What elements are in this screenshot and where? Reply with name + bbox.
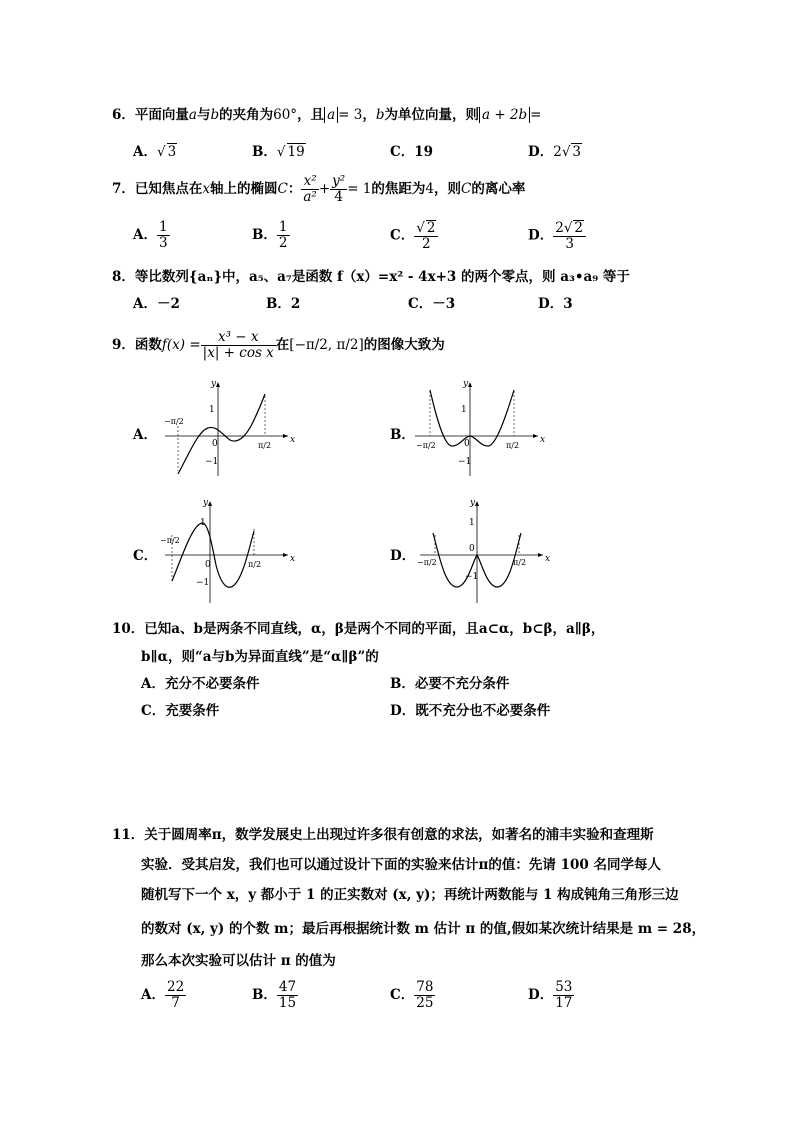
curve	[178, 394, 265, 474]
svg-text:π/2: π/2	[258, 441, 272, 450]
question-8: 8．等比数列{aₙ}中，a₅、a₇是函数 f（x）=x² - 4x+3 的两个零点，则 a₃•a₉ 等于	[112, 269, 630, 285]
svg-text:−π/2: −π/2	[416, 441, 436, 450]
svg-text:x: x	[290, 435, 295, 445]
svg-text:−π/2: −π/2	[164, 417, 184, 426]
svg-text:0: 0	[212, 439, 218, 449]
q9-number: 9．	[112, 336, 135, 353]
q11-option-a[interactable]: A． $\frac{22}{7}$	[141, 979, 185, 1011]
svg-text:x: x	[545, 554, 550, 564]
svg-text:1: 1	[209, 405, 215, 415]
q9-graph-a[interactable]	[160, 376, 295, 481]
svg-text:1: 1	[200, 518, 206, 528]
q7-option-c[interactable]: C． $\frac{√ 2}{2}$	[390, 220, 438, 252]
svg-text:−1: −1	[205, 457, 219, 467]
question-10: 10．已知a、b是两条不同直线，α，β是两个不同的平面，且a⊂α，b⊂β，a∥β，	[112, 621, 605, 637]
question-7: 7．已知焦点在x轴上的椭圆C： $\frac{\text{x²}}{\text{a²}}$ + $\frac{\text{y²}}{4}$ = 1的焦距为4，则C的离心率	[112, 173, 526, 205]
q7-option-b[interactable]: B． $\frac{1}{2}$	[252, 219, 288, 251]
svg-text:−1: −1	[196, 578, 210, 588]
q9-option-d-label[interactable]: D．	[390, 548, 416, 564]
q11-number: 11．	[112, 827, 145, 843]
q10-option-d[interactable]: D．既不充分也不必要条件	[390, 703, 551, 719]
svg-text:π/2: π/2	[513, 558, 527, 567]
q10-option-a[interactable]: A．充分不必要条件	[141, 676, 260, 692]
question-11: 11．关于圆周率π，数学发展史上出现过许多很有创意的求法，如著名的浦丰实验和查理斯	[112, 827, 654, 843]
q6-option-a[interactable]: A．√ 3	[133, 144, 177, 160]
q9-option-c-label[interactable]: C．	[133, 548, 158, 564]
svg-text:π/2: π/2	[506, 441, 520, 450]
q10-line2: b∥α，则“a与b为异面直线”是“α∥β”的	[141, 649, 379, 665]
q9-graph-b[interactable]	[410, 376, 545, 481]
question-6: 6．平面向量a与b的夹角为60°，且 a = 3，b为单位向量，则 a + 2b =	[112, 107, 542, 123]
svg-text:y: y	[203, 498, 209, 508]
svg-text:y: y	[211, 379, 217, 389]
q8-option-c[interactable]: C．－3	[408, 296, 456, 312]
q6-option-b[interactable]: B．√ 19	[252, 144, 305, 160]
svg-text:−1: −1	[465, 572, 479, 582]
svg-text:−1: −1	[458, 457, 472, 467]
svg-text:0: 0	[205, 560, 211, 570]
q9-option-b-label[interactable]: B．	[390, 427, 415, 443]
q8-option-a[interactable]: A．－2	[133, 296, 180, 312]
q9-graph-d[interactable]	[415, 495, 550, 607]
svg-text:y: y	[470, 498, 476, 508]
q6-number: 6．	[112, 107, 135, 123]
svg-text:−π/2: −π/2	[417, 558, 437, 567]
svg-text:1: 1	[469, 518, 475, 528]
svg-text:y: y	[463, 379, 469, 389]
svg-text:1: 1	[461, 405, 467, 415]
svg-text:−π/2: −π/2	[160, 536, 180, 545]
svg-text:x: x	[540, 435, 545, 445]
q7-option-d[interactable]: D． $\frac{2√ 2}{3}$	[528, 220, 586, 252]
q10-option-c[interactable]: C．充要条件	[141, 703, 220, 719]
q11-line2: 实验．受其启发，我们也可以通过设计下面的实验来估计π的值：先请 100 名同学每人	[141, 857, 661, 873]
question-9: 9．函数f(x) = $\frac{\text{x³ − x}}{\text{|x| + cos x}}$ 在[−π/2, π/2]的图像大致为	[112, 329, 445, 361]
svg-text:π/2: π/2	[248, 560, 262, 569]
q7-number: 7．	[112, 180, 135, 197]
q9-graph-c[interactable]	[160, 495, 295, 607]
q11-line5: 那么本次实验可以估计 π 的值为	[141, 953, 336, 969]
q11-line4: 的数对 (x, y) 的个数 m；最后再根据统计数 m 估计 π 的值,假如某次统计结果是 m = 28，	[141, 921, 706, 937]
q8-option-b[interactable]: B．2	[266, 296, 301, 312]
q11-option-d[interactable]: D． $\frac{53}{17}$	[528, 979, 573, 1011]
x-arrow	[283, 434, 288, 438]
q10-number: 10．	[112, 621, 145, 637]
q9-option-a-label[interactable]: A．	[133, 427, 157, 443]
svg-text:0: 0	[464, 439, 470, 449]
q11-option-b[interactable]: B． $\frac{47}{15}$	[252, 979, 297, 1011]
q11-option-c[interactable]: C． $\frac{78}{25}$	[390, 979, 434, 1011]
q6-option-d[interactable]: D．2√ 3	[528, 144, 582, 160]
q10-option-b[interactable]: B．必要不充分条件	[390, 676, 510, 692]
svg-text:x: x	[290, 554, 295, 564]
q6-option-c[interactable]: C．19	[390, 144, 434, 160]
svg-text:0: 0	[469, 544, 475, 554]
q7-option-a[interactable]: A． $\frac{1}{3}$	[133, 219, 168, 251]
q8-number: 8．	[112, 269, 135, 285]
q8-option-d[interactable]: D．3	[538, 296, 573, 312]
q11-line3: 随机写下一个 x，y 都小于 1 的正实数对 (x, y)；再统计两数能与 1 构成钝角三角形三边	[141, 887, 679, 903]
y-arrow	[216, 382, 220, 387]
